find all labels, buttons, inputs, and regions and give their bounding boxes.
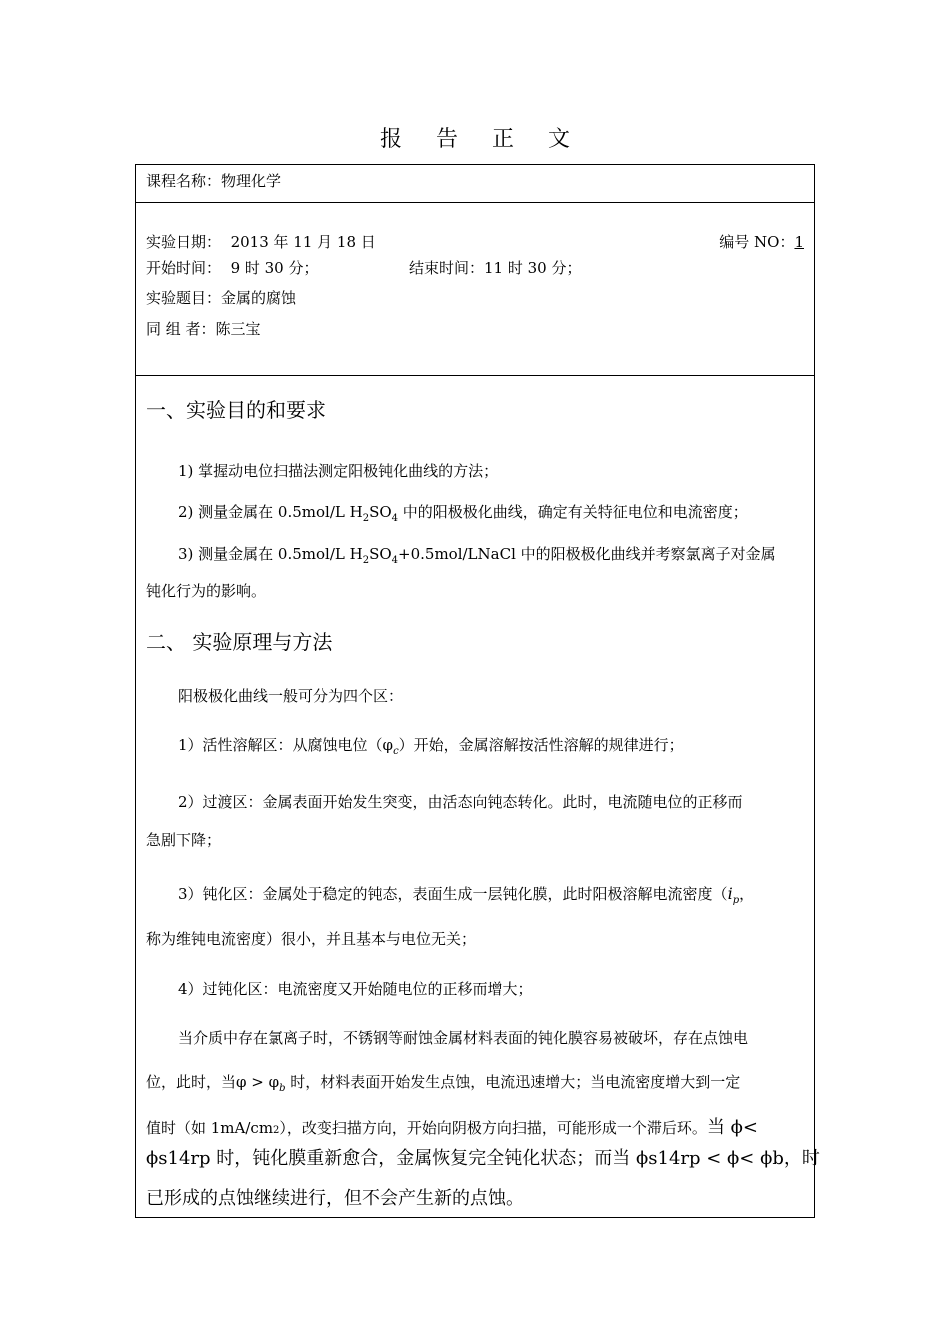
zone1-text-a: 1）活性溶解区：从腐蚀电位（φ <box>178 736 394 754</box>
end-label: 结束时间： <box>409 259 485 277</box>
line2-text-a: 位，此时，当φ > φ <box>146 1073 280 1091</box>
item2-text-a: 2) 测量金属在 0.5mol/L H <box>178 503 363 521</box>
start-value: 9 时 30 分； <box>230 259 319 277</box>
objective-item-3-continued: 钝化行为的影响。 <box>146 582 267 600</box>
start-label: 开始时间： <box>146 259 222 277</box>
line2-sub: b <box>279 1083 286 1094</box>
group-label: 同 组 者： <box>146 320 216 338</box>
zone1-sub: c <box>393 746 399 757</box>
date-value: 2013 年 11 月 18 日 <box>230 233 376 251</box>
row-divider-2 <box>136 375 814 376</box>
zone1-text-b: ）开始，金属溶解按活性溶解的规律进行； <box>398 736 684 754</box>
document-title: 报告正文 <box>379 127 604 152</box>
date-row <box>146 232 376 252</box>
objective-item-2 <box>178 502 748 529</box>
zone3-text-b: ， <box>739 885 755 903</box>
end-time-row <box>409 258 582 278</box>
chloride-paragraph-line-4: ϕs14rp 时，钝化膜重新愈合，金属恢复完全钝化状态；而当 ϕs14rp < ϕ< ϕb，时 <box>146 1148 820 1169</box>
topic-row <box>146 288 296 308</box>
chloride-paragraph-line-1: 当介质中存在氯离子时，不锈钢等耐蚀金属材料表面的钝化膜容易被破坏，存在点蚀电 <box>178 1029 749 1047</box>
course-value: 物理化学 <box>221 172 282 190</box>
principle-intro: 阳极极化曲线一般可分为四个区： <box>178 687 404 705</box>
item3-sub-2: 4 <box>391 555 399 566</box>
number-label: 编号 NO： <box>719 233 795 251</box>
group-row <box>146 319 261 339</box>
chloride-paragraph-line-5: 已形成的点蚀继续进行，但不会产生新的点蚀。 <box>146 1188 524 1209</box>
start-time-row <box>146 258 319 278</box>
row-divider-1 <box>136 202 814 203</box>
course-row <box>146 171 281 191</box>
group-value: 陈三宝 <box>215 320 261 338</box>
principle-zone-2-line-1: 2）过渡区：金属表面开始发生突变，由活态向钝态转化。此时，电流随电位的正移而 <box>178 793 743 811</box>
report-table <box>135 164 820 1218</box>
zone3-symbol-i: i <box>727 884 733 903</box>
line2-text-b: 时，材料表面开始发生点蚀，电流迅速增大；当电流密度增大到一定 <box>285 1073 741 1091</box>
item3-text-c: +0.5mol/LNaCl 中的阳极极化曲线并考察氯离子对金属 <box>398 545 776 563</box>
line3-text-a: 值时（如 1mA/cm <box>146 1119 274 1137</box>
topic-label: 实验题目： <box>146 289 222 307</box>
line3-text-b: ），改变扫描方向，开始向阴极方向扫描，可能形成一个滞后环。 <box>279 1119 707 1137</box>
item2-text-b: SO <box>369 503 392 521</box>
chloride-paragraph-line-2 <box>146 1072 740 1099</box>
topic-value: 金属的腐蚀 <box>221 289 297 307</box>
objective-item-1: 1) 掌握动电位扫描法测定阳极钝化曲线的方法； <box>178 462 499 480</box>
principle-zone-2-line-2: 急剧下降； <box>146 831 222 849</box>
item2-text-c: 中的阳极极化曲线，确定有关特征电位和电流密度； <box>398 503 748 521</box>
section2-heading: 二、 实验原理与方法 <box>146 630 333 654</box>
number-row <box>719 232 804 252</box>
course-label: 课程名称： <box>146 172 222 190</box>
item2-sub-1: 2 <box>362 513 370 524</box>
principle-zone-3-line-2: 称为维钝电流密度）很小，并且基本与电位无关； <box>146 930 477 948</box>
zone3-sub: p <box>732 895 740 906</box>
principle-zone-1 <box>178 735 684 762</box>
objective-item-3 <box>178 544 776 571</box>
principle-zone-4: 4）过钝化区：电流密度又开始随电位的正移而增大； <box>178 980 533 998</box>
item3-sub-1: 2 <box>362 555 370 566</box>
item3-text-b: SO <box>369 545 392 563</box>
line3-superscript: 2 <box>273 1125 280 1136</box>
chloride-paragraph-line-3 <box>146 1116 758 1141</box>
line3-text-c: 当 ϕ< <box>706 1117 759 1138</box>
number-value: 1 <box>794 233 804 251</box>
principle-zone-3-line-1 <box>178 884 754 911</box>
end-value: 11 时 30 分； <box>484 259 582 277</box>
zone3-text-a: 3）钝化区：金属处于稳定的钝态，表面生成一层钝化膜，此时阳极溶解电流密度（ <box>178 885 728 903</box>
item2-sub-2: 4 <box>391 513 399 524</box>
section1-heading: 一、实验目的和要求 <box>146 398 326 422</box>
item3-text-a: 3) 测量金属在 0.5mol/L H <box>178 545 363 563</box>
date-label: 实验日期： <box>146 233 222 251</box>
